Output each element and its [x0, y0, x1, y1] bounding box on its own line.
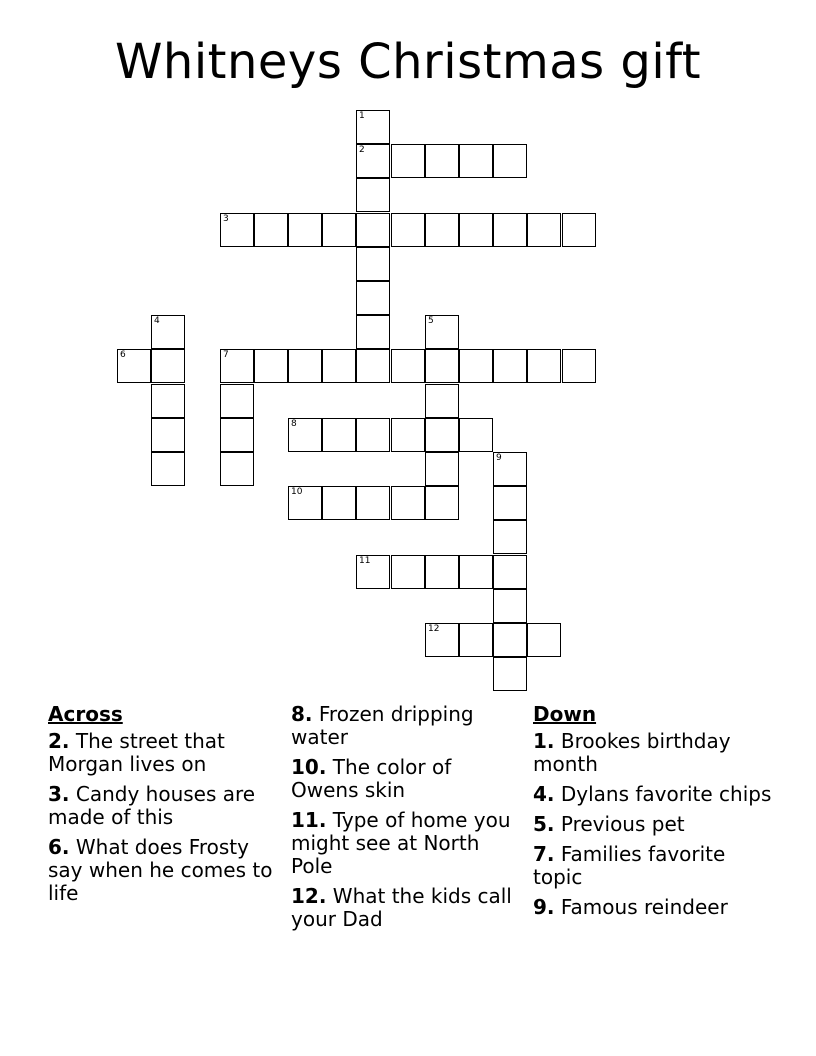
grid-cell[interactable] — [425, 213, 459, 247]
grid-cell[interactable] — [220, 349, 254, 383]
cell-number: 4 — [154, 316, 160, 326]
grid-cell[interactable] — [254, 349, 288, 383]
cell-number: 12 — [428, 624, 440, 634]
grid-cell[interactable] — [288, 486, 322, 520]
clue-across-12: 12. What the kids call your Dad — [291, 884, 512, 931]
grid-cell[interactable] — [459, 555, 493, 589]
grid-cell[interactable] — [220, 384, 254, 418]
grid-cell[interactable] — [356, 110, 390, 144]
grid-cell[interactable] — [493, 520, 527, 554]
cell-number: 9 — [496, 453, 502, 463]
grid-cell[interactable] — [527, 213, 561, 247]
grid-cell[interactable] — [391, 144, 425, 178]
grid-cell[interactable] — [562, 213, 596, 247]
clue-across-2: 2. The street that Morgan lives on — [48, 729, 225, 776]
grid-cell[interactable] — [356, 418, 390, 452]
grid-cell[interactable] — [391, 418, 425, 452]
cell-number: 7 — [223, 350, 229, 360]
grid-cell[interactable] — [527, 623, 561, 657]
grid-cell[interactable] — [288, 418, 322, 452]
grid-cell[interactable] — [356, 555, 390, 589]
grid-cell[interactable] — [493, 589, 527, 623]
clue-across-3: 3. Candy houses are made of this — [48, 782, 256, 829]
across-heading: Across — [48, 702, 123, 726]
grid-cell[interactable] — [493, 555, 527, 589]
grid-cell[interactable] — [356, 349, 390, 383]
clue-down-9: 9. Famous reindeer — [533, 895, 728, 919]
grid-cell[interactable] — [254, 213, 288, 247]
clues-column-1 — [48, 703, 273, 912]
grid-cell[interactable] — [562, 349, 596, 383]
cell-number: 10 — [291, 487, 303, 497]
clue-across-11: 11. Type of home you might see at North Pole — [291, 808, 511, 878]
grid-cell[interactable] — [356, 486, 390, 520]
clue-across-10: 10. The color of Owens skin — [291, 755, 452, 802]
grid-cell[interactable] — [493, 452, 527, 486]
grid-cell[interactable] — [356, 315, 390, 349]
grid-cell[interactable] — [459, 623, 493, 657]
clue-down-4: 4. Dylans favorite chips — [533, 782, 772, 806]
grid-cell[interactable] — [151, 384, 185, 418]
grid-cell[interactable] — [391, 349, 425, 383]
grid-cell[interactable] — [425, 486, 459, 520]
clue-across-6: 6. What does Frosty say when he comes to life — [48, 835, 273, 905]
grid-cell[interactable] — [220, 213, 254, 247]
grid-cell[interactable] — [288, 213, 322, 247]
grid-cell[interactable] — [117, 349, 151, 383]
down-heading: Down — [533, 702, 597, 726]
clue-down-5: 5. Previous pet — [533, 812, 685, 836]
grid-cell[interactable] — [356, 178, 390, 212]
cell-number: 8 — [291, 419, 297, 429]
grid-cell[interactable] — [459, 213, 493, 247]
grid-cell[interactable] — [425, 555, 459, 589]
cell-number: 1 — [359, 111, 365, 121]
grid-cell[interactable] — [493, 144, 527, 178]
grid-cell[interactable] — [425, 315, 459, 349]
grid-cell[interactable] — [288, 349, 322, 383]
grid-cell[interactable] — [459, 418, 493, 452]
grid-cell[interactable] — [151, 349, 185, 383]
grid-cell[interactable] — [391, 213, 425, 247]
clue-down-1: 1. Brookes birthday month — [533, 729, 731, 776]
grid-cell[interactable] — [493, 213, 527, 247]
grid-cell[interactable] — [220, 418, 254, 452]
grid-cell[interactable] — [527, 349, 561, 383]
cell-number: 6 — [120, 350, 126, 360]
grid-cell[interactable] — [425, 418, 459, 452]
grid-cell[interactable] — [459, 144, 493, 178]
grid-cell[interactable] — [493, 657, 527, 691]
grid-cell[interactable] — [391, 486, 425, 520]
clue-down-7: 7. Families favorite topic — [533, 842, 726, 889]
cell-number: 3 — [223, 214, 229, 224]
grid-cell[interactable] — [151, 452, 185, 486]
grid-cell[interactable] — [322, 418, 356, 452]
grid-cell[interactable] — [425, 623, 459, 657]
grid-cell[interactable] — [459, 349, 493, 383]
grid-cell[interactable] — [220, 452, 254, 486]
cell-number: 5 — [428, 316, 434, 326]
grid-cell[interactable] — [356, 144, 390, 178]
clue-across-8: 8. Frozen dripping water — [291, 702, 474, 749]
grid-cell[interactable] — [425, 384, 459, 418]
grid-cell[interactable] — [322, 213, 356, 247]
clues-column-2 — [291, 703, 516, 938]
grid-cell[interactable] — [322, 486, 356, 520]
cell-number: 2 — [359, 145, 365, 155]
grid-cell[interactable] — [391, 555, 425, 589]
grid-cell[interactable] — [493, 623, 527, 657]
grid-cell[interactable] — [493, 486, 527, 520]
grid-cell[interactable] — [425, 452, 459, 486]
grid-cell[interactable] — [356, 281, 390, 315]
puzzle-title: Whitneys Christmas gift — [114, 34, 702, 90]
grid-cell[interactable] — [151, 418, 185, 452]
grid-cell[interactable] — [356, 213, 390, 247]
cell-number: 11 — [359, 556, 371, 566]
grid-cell[interactable] — [425, 144, 459, 178]
grid-cell[interactable] — [151, 315, 185, 349]
grid-cell[interactable] — [356, 247, 390, 281]
clues-column-3 — [533, 703, 773, 926]
grid-cell[interactable] — [322, 349, 356, 383]
grid-cell[interactable] — [493, 349, 527, 383]
grid-cell[interactable] — [425, 349, 459, 383]
